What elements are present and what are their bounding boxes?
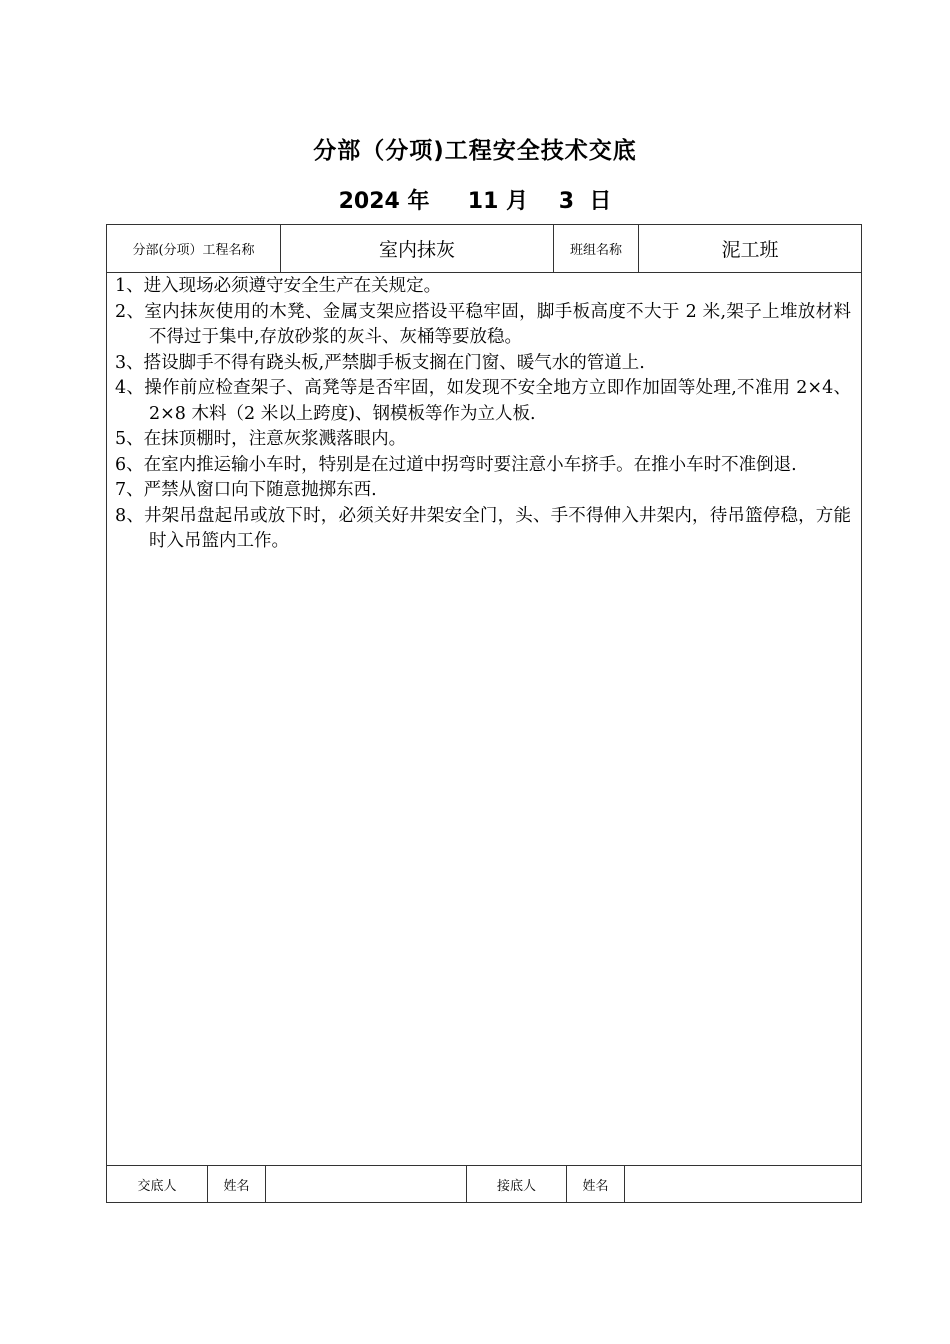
content-item-7: 7、严禁从窗口向下随意抛掷东西. [115,480,377,500]
content-item-4: 4、操作前应检查架子、高凳等是否牢固，如发现不安全地方立即作加固等处理,不准用 2×4、2×8 木料（2 米以上跨度)、钢模板等作为立人板. [115,378,851,424]
project-name-value: 室内抹灰 [280,225,553,272]
giver-label: 交底人 [137,1178,177,1194]
receiver-label: 接底人 [466,1166,566,1202]
disclosure-content [107,273,861,1166]
giver-name-label: 姓名 [207,1166,265,1202]
content-item-3: 3、搭设脚手不得有跷头板,严禁脚手板支搁在门窗、暖气水的管道上. [115,352,645,373]
content-item-8: 8、井架吊盘起吊或放下时，必须关好井架安全门，头、手不得伸入井架内，待吊篮停稳，方能时入吊篮内工作。 [115,505,851,551]
header-row [107,225,861,273]
content-item-5: 5、在抹顶棚时，注意灰浆溅落眼内。 [115,429,407,449]
team-name-value: 泥工班 [638,225,861,272]
project-name-label: 分部(分项）工程名称 [132,243,255,258]
content-item-2: 2、室内抹灰使用的木凳、金属支架应搭设平稳牢固，脚手板高度不大于 2 米,架子上堆放材料不得过于集中,存放砂浆的灰斗、灰桶等要放稳。 [115,301,851,347]
content-item-6: 6、在室内推运输小车时，特别是在过道中拐弯时要注意小车挤手。在推小车时不准倒退. [115,454,797,475]
giver-name-field[interactable] [265,1166,466,1202]
document-title: 分部（分项)工程安全技术交底 [313,138,637,164]
receiver-name-field[interactable] [624,1166,861,1202]
team-name-label: 班组名称 [553,225,638,272]
disclosure-form-table [106,224,862,1203]
content-item-1: 1、进入现场必须遵守安全生产在关规定。 [115,276,442,296]
receiver-name-label: 姓名 [566,1166,624,1202]
document-date: 2024 年 11 月 3 日 [338,189,612,214]
signature-row [107,1165,861,1202]
